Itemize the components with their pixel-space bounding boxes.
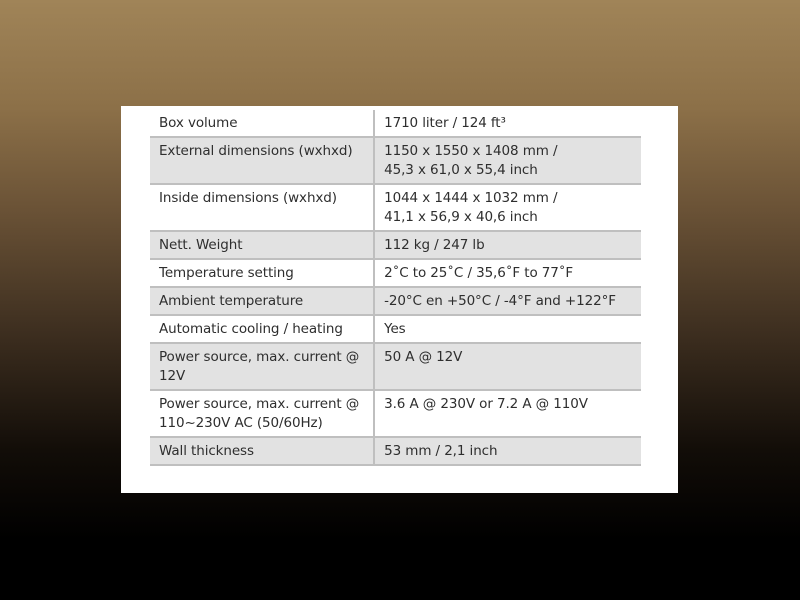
spec-label-automatic-cooling-heating: Automatic cooling / heating [150,315,374,343]
spec-label-wall-thickness: Wall thickness [150,437,374,465]
spec-label-power-source-ac: Power source, max. current @ 110~230V AC (50/60Hz) [150,390,374,437]
spec-label-external-dimensions: External dimensions (wxhxd) [150,137,374,184]
table-row [150,390,641,437]
spec-value-nett-weight: 112 kg / 247 lb [374,231,641,259]
spec-sheet [121,106,678,493]
spec-value-inside-dimensions: 1044 x 1444 x 1032 mm / 41,1 x 56,9 x 40,6 inch [374,184,641,231]
spec-value-automatic-cooling-heating: Yes [374,315,641,343]
spec-value-box-volume: 1710 liter / 124 ft³ [374,110,641,137]
spec-value-ambient-temperature: -20°C en +50°C / -4°F and +122°F [374,287,641,315]
table-row [150,259,641,287]
spec-label-temperature-setting: Temperature setting [150,259,374,287]
spec-label-ambient-temperature: Ambient temperature [150,287,374,315]
spec-label-nett-weight: Nett. Weight [150,231,374,259]
table-row [150,437,641,465]
table-row [150,315,641,343]
table-row [150,287,641,315]
table-row [150,137,641,184]
spec-label-power-source-12v: Power source, max. current @ 12V [150,343,374,390]
spec-value-temperature-setting: 2˚C to 25˚C / 35,6˚F to 77˚F [374,259,641,287]
table-row [150,343,641,390]
specifications-table [150,110,641,466]
spec-value-external-dimensions: 1150 x 1550 x 1408 mm / 45,3 x 61,0 x 55,4 inch [374,137,641,184]
table-row [150,184,641,231]
spec-label-inside-dimensions: Inside dimensions (wxhxd) [150,184,374,231]
spec-value-power-source-12v: 50 A @ 12V [374,343,641,390]
spec-label-box-volume: Box volume [150,110,374,137]
spec-value-power-source-ac: 3.6 A @ 230V or 7.2 A @ 110V [374,390,641,437]
table-row [150,231,641,259]
table-row [150,110,641,137]
spec-value-wall-thickness: 53 mm / 2,1 inch [374,437,641,465]
